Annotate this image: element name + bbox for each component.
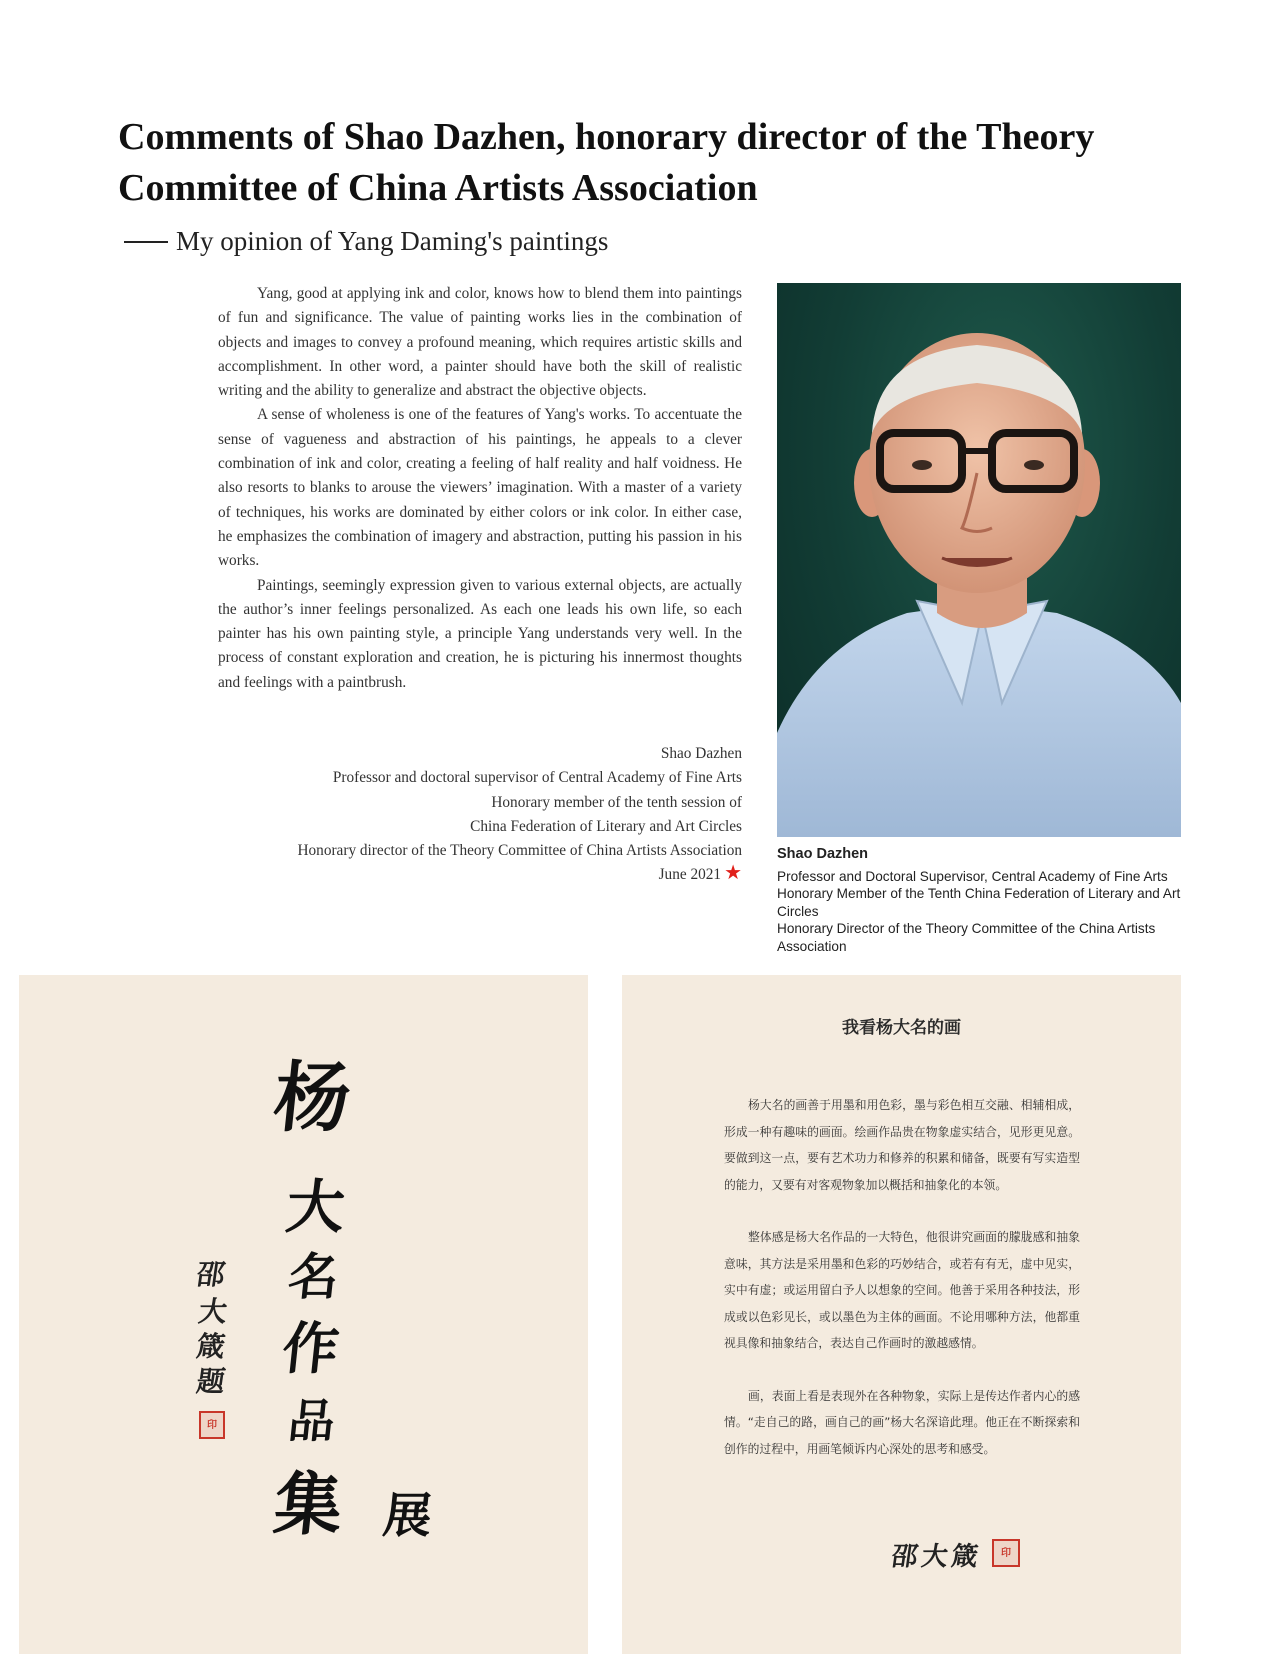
signature-date: June 2021 <box>658 866 722 884</box>
portrait-caption <box>777 846 1183 956</box>
caption-line: Professor and Doctoral Supervisor, Central Academy of Fine Arts <box>777 868 1168 884</box>
chinese-paragraph: 画，表面上看是表现外在各种物象，实际上是传达作者内心的感情。“走自己的路，画自己的画”杨大名深谙此理。他正在不断探索和创作的过程中，用画笔倾诉内心深处的思考和感受。 <box>724 1388 1080 1456</box>
signature-line: China Federation of Literary and Art Circles <box>470 817 742 835</box>
inscription-char: 大 <box>196 1295 230 1328</box>
signature-line: Honorary director of the Theory Committee of China Artists Association <box>297 842 742 860</box>
red-seal-stamp <box>992 1539 1020 1567</box>
inscription-char: 箴 <box>194 1330 228 1363</box>
caption-line: Honorary Director of the Theory Committee of the China Artists Association <box>777 921 1156 954</box>
inscription-char: 邵 <box>194 1258 228 1291</box>
chinese-essay-title: 我看杨大名的画 <box>842 1018 961 1038</box>
inscription-char: 题 <box>194 1365 228 1398</box>
signature-date-row <box>218 863 742 887</box>
chinese-paragraph: 整体感是杨大名作品的一大特色，他很讲究画面的朦胧感和抽象意味，其方法是采用墨和色彩的巧妙结合，或若有有无，虚中见实，实中有虚；或运用留白予人以想象的空间。他善于采用各种技法，形成或以色彩见长，或以墨色为主体的画面。不论用哪种方法，他都重视具像和抽象结合，表达自己作画时的激越感情。 <box>724 1230 1080 1350</box>
signature-line: Professor and doctoral supervisor of Central Academy of Fine Arts <box>332 769 742 787</box>
portrait-photo <box>777 283 1181 837</box>
caption-name: Shao Dazhen <box>777 846 869 862</box>
english-essay <box>218 282 742 695</box>
calligraphy-char: 杨 <box>269 1053 356 1142</box>
calligraphy-char: 作 <box>279 1316 343 1382</box>
portrait-illustration <box>777 283 1181 837</box>
article-title: Comments of Shao Dazhen, honorary director of the Theory Committee of China Artists Association <box>118 116 1095 209</box>
calligraphy-char: 大 <box>282 1173 349 1241</box>
essay-paragraph: Yang, good at applying ink and color, knows how to blend them into paintings of fun and significance. The value of painting works lies in the combination of objects and images to convey a profound meaning, which requires artistic skills and accomplishment. In other word, a painter should have both the skill of realistic writing and the ability to generalize and abstract the objective objects. <box>218 285 742 400</box>
star-icon: ★ <box>724 862 742 885</box>
red-seal-stamp <box>199 1411 225 1439</box>
calligraphy-char: 品 <box>285 1394 338 1448</box>
article-subtitle <box>124 226 608 257</box>
author-signature-block <box>218 742 742 888</box>
chinese-essay-panel <box>622 975 1181 1654</box>
calligraphy-char: 名 <box>285 1247 342 1306</box>
chinese-paragraph: 杨大名的画善于用墨和用色彩，墨与彩色相互交融、相辅相成，形成一种有趣味的画面。绘画作品贵在物象虚实结合，见形更见意。要做到这一点，要有艺术功力和修养的积累和储备，既要有写实造型的能力，又要有对客观物象加以概括和抽象化的本领。 <box>724 1098 1080 1192</box>
essay-paragraph: Paintings, seemingly expression given to various external objects, are actually the author’s inner feelings personalized. As each one leads his own life, so each painter has his own painting style, a principle Yang understands very well. In the process of constant exploration and creation, he is picturing his innermost thoughts and feelings with a paintbrush. <box>218 576 742 691</box>
essay-paragraph: A sense of wholeness is one of the features of Yang's works. To accentuate the sense of vagueness and abstraction of his paintings, he appeals to a clever combination of ink and color, creating a feeling of half reality and half voidness. He also resorts to blanks to arouse the viewers’ imagination. With a master of a variety of techniques, his works are dominated by either colors or ink color. In either case, he emphasizes the combination of imagery and abstraction, putting his passion in his works. <box>218 406 742 570</box>
subtitle-text: My opinion of Yang Daming's paintings <box>176 226 609 256</box>
chinese-essay-body <box>724 1092 1080 1488</box>
seal-glyph: 印 <box>1001 1547 1011 1559</box>
signature-name: Shao Dazhen <box>660 745 742 762</box>
calligraphy-panel <box>19 975 588 1654</box>
calligraphy-char: 展 <box>380 1488 435 1544</box>
caption-line: Honorary Member of the Tenth China Federation of Literary and Art Circles <box>777 886 1181 919</box>
seal-glyph: 印 <box>207 1419 217 1431</box>
chinese-signature: 邵大箴 <box>889 1542 984 1572</box>
signature-line: Honorary member of the tenth session of <box>491 793 742 811</box>
em-dash-rule <box>124 241 168 243</box>
calligraphy-char: 集 <box>270 1465 347 1545</box>
